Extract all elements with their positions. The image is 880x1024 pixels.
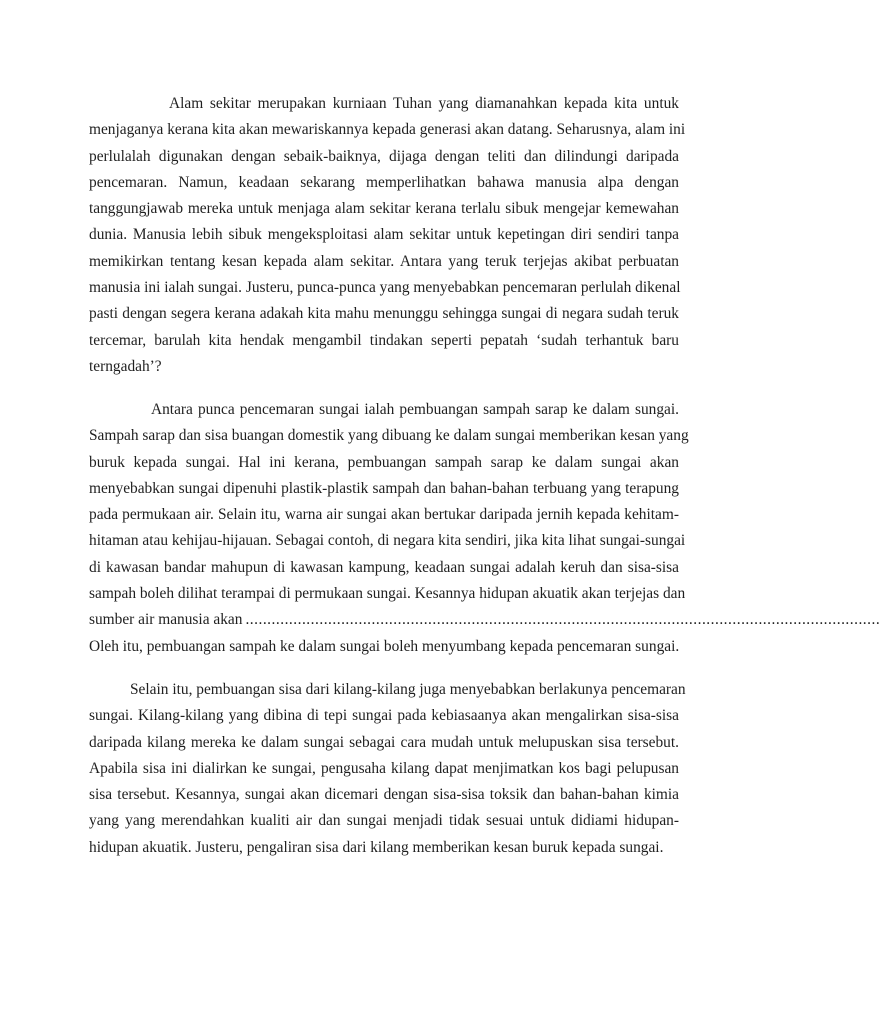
- paragraph-line: Selain itu, pembuangan sisa dari kilang-kilang juga menyebabkan berlakunya pencemaran: [130, 681, 686, 698]
- paragraph-line: Alam sekitar merupakan kurniaan Tuhan yang diamanahkan kepada kita untuk: [169, 95, 679, 112]
- closing-line: Oleh itu, pembuangan sampah ke dalam sungai boleh menyumbang kepada pencemaran sungai.: [89, 637, 680, 655]
- dotted-fill-line: [89, 607, 880, 633]
- paragraph-line: hitaman atau kehijau-hijauan. Sebagai contoh, di negara kita sendiri, jika kita lihat sungai-sungai: [89, 532, 686, 550]
- paragraph-line: tanggungjawab mereka untuk menjaga alam sekitar kerana terlalu sibuk mengejar kemewahan: [89, 200, 679, 218]
- paragraph-line: tercemar, barulah kita hendak mengambil tindakan seperti pepatah ‘sudah terhantuk baru: [89, 331, 679, 349]
- dotted-line-dots: ..................................................................................................................................................: [245, 611, 880, 629]
- paragraph-line: hidupan akuatik. Justeru, pengaliran sisa dari kilang memberikan kesan buruk kepada sungai.: [89, 838, 664, 856]
- paragraph-line: daripada kilang mereka ke dalam sungai sebagai cara mudah untuk melupuskan sisa tersebut.: [89, 733, 679, 751]
- paragraph-line: di kawasan bandar mahupun di kawasan kampung, keadaan sungai adalah keruh dan sisa-sisa: [89, 558, 679, 576]
- paragraph-line: pasti dengan segera kerana adakah kita mahu menunggu sehingga sungai di negara sudah teruk: [89, 305, 679, 323]
- paragraph-line: perlulalah digunakan dengan sebaik-baiknya, dijaga dengan teliti dan dilindungi daripada: [89, 147, 679, 165]
- paragraph-line: sungai. Kilang-kilang yang dibina di tepi sungai pada kebiasaanya akan mengalirkan sisa-sisa: [89, 707, 679, 725]
- dotted-line-lead: sumber air manusia akan: [89, 611, 243, 629]
- paragraph-line: terngadah’?: [89, 357, 162, 375]
- paragraph-line: sampah boleh dilihat terampai di permukaan sungai. Kesannya hidupan akuatik akan terjejas dan: [89, 585, 686, 603]
- paragraph-line: menjaganya kerana kita akan mewariskannya kepada generasi akan datang. Seharusnya, alam ini: [89, 121, 686, 139]
- paragraph-line: Sampah sarap dan sisa buangan domestik yang dibuang ke dalam sungai memberikan kesan yang: [89, 427, 689, 445]
- paragraph-line: menyebabkan sungai dipenuhi plastik-plastik sampah dan bahan-bahan terbuang yang terapung: [89, 479, 679, 497]
- paragraph-line: Apabila sisa ini dialirkan ke sungai, pengusaha kilang dapat menjimatkan kos bagi pelupusan: [89, 759, 679, 777]
- paragraph-line: sisa tersebut. Kesannya, sungai akan dicemari dengan sisa-sisa toksik dan bahan-bahan kimia: [89, 786, 679, 804]
- paragraph-line: yang yang merendahkan kualiti air dan sungai menjadi tidak sesuai untuk didiami hidupan-: [89, 812, 679, 830]
- paragraph-line: pada permukaan air. Selain itu, warna air sungai akan bertukar daripada jernih kepada kehitam-: [89, 506, 679, 524]
- paragraph-line: pencemaran. Namun, keadaan sekarang memperlihatkan bahawa manusia alpa dengan: [89, 173, 679, 191]
- paragraph-2: [89, 397, 880, 660]
- paragraph-line: buruk kepada sungai. Hal ini kerana, pembuangan sampah sarap ke dalam sungai akan: [89, 453, 679, 471]
- paragraph-3: [89, 677, 686, 861]
- paragraph-line: manusia ini ialah sungai. Justeru, punca-punca yang menyebabkan pencemaran perlulah dikenal: [89, 279, 681, 297]
- paragraph-line: Antara punca pencemaran sungai ialah pembuangan sampah sarap ke dalam sungai.: [151, 401, 679, 418]
- paragraph-line: dunia. Manusia lebih sibuk mengeksploitasi alam sekitar untuk kepetingan diri sendiri tanpa: [89, 226, 679, 244]
- paragraph-1: [89, 91, 686, 380]
- paragraph-line: memikirkan tentang kesan kepada alam sekitar. Antara yang teruk terjejas akibat perbuatan: [89, 252, 679, 270]
